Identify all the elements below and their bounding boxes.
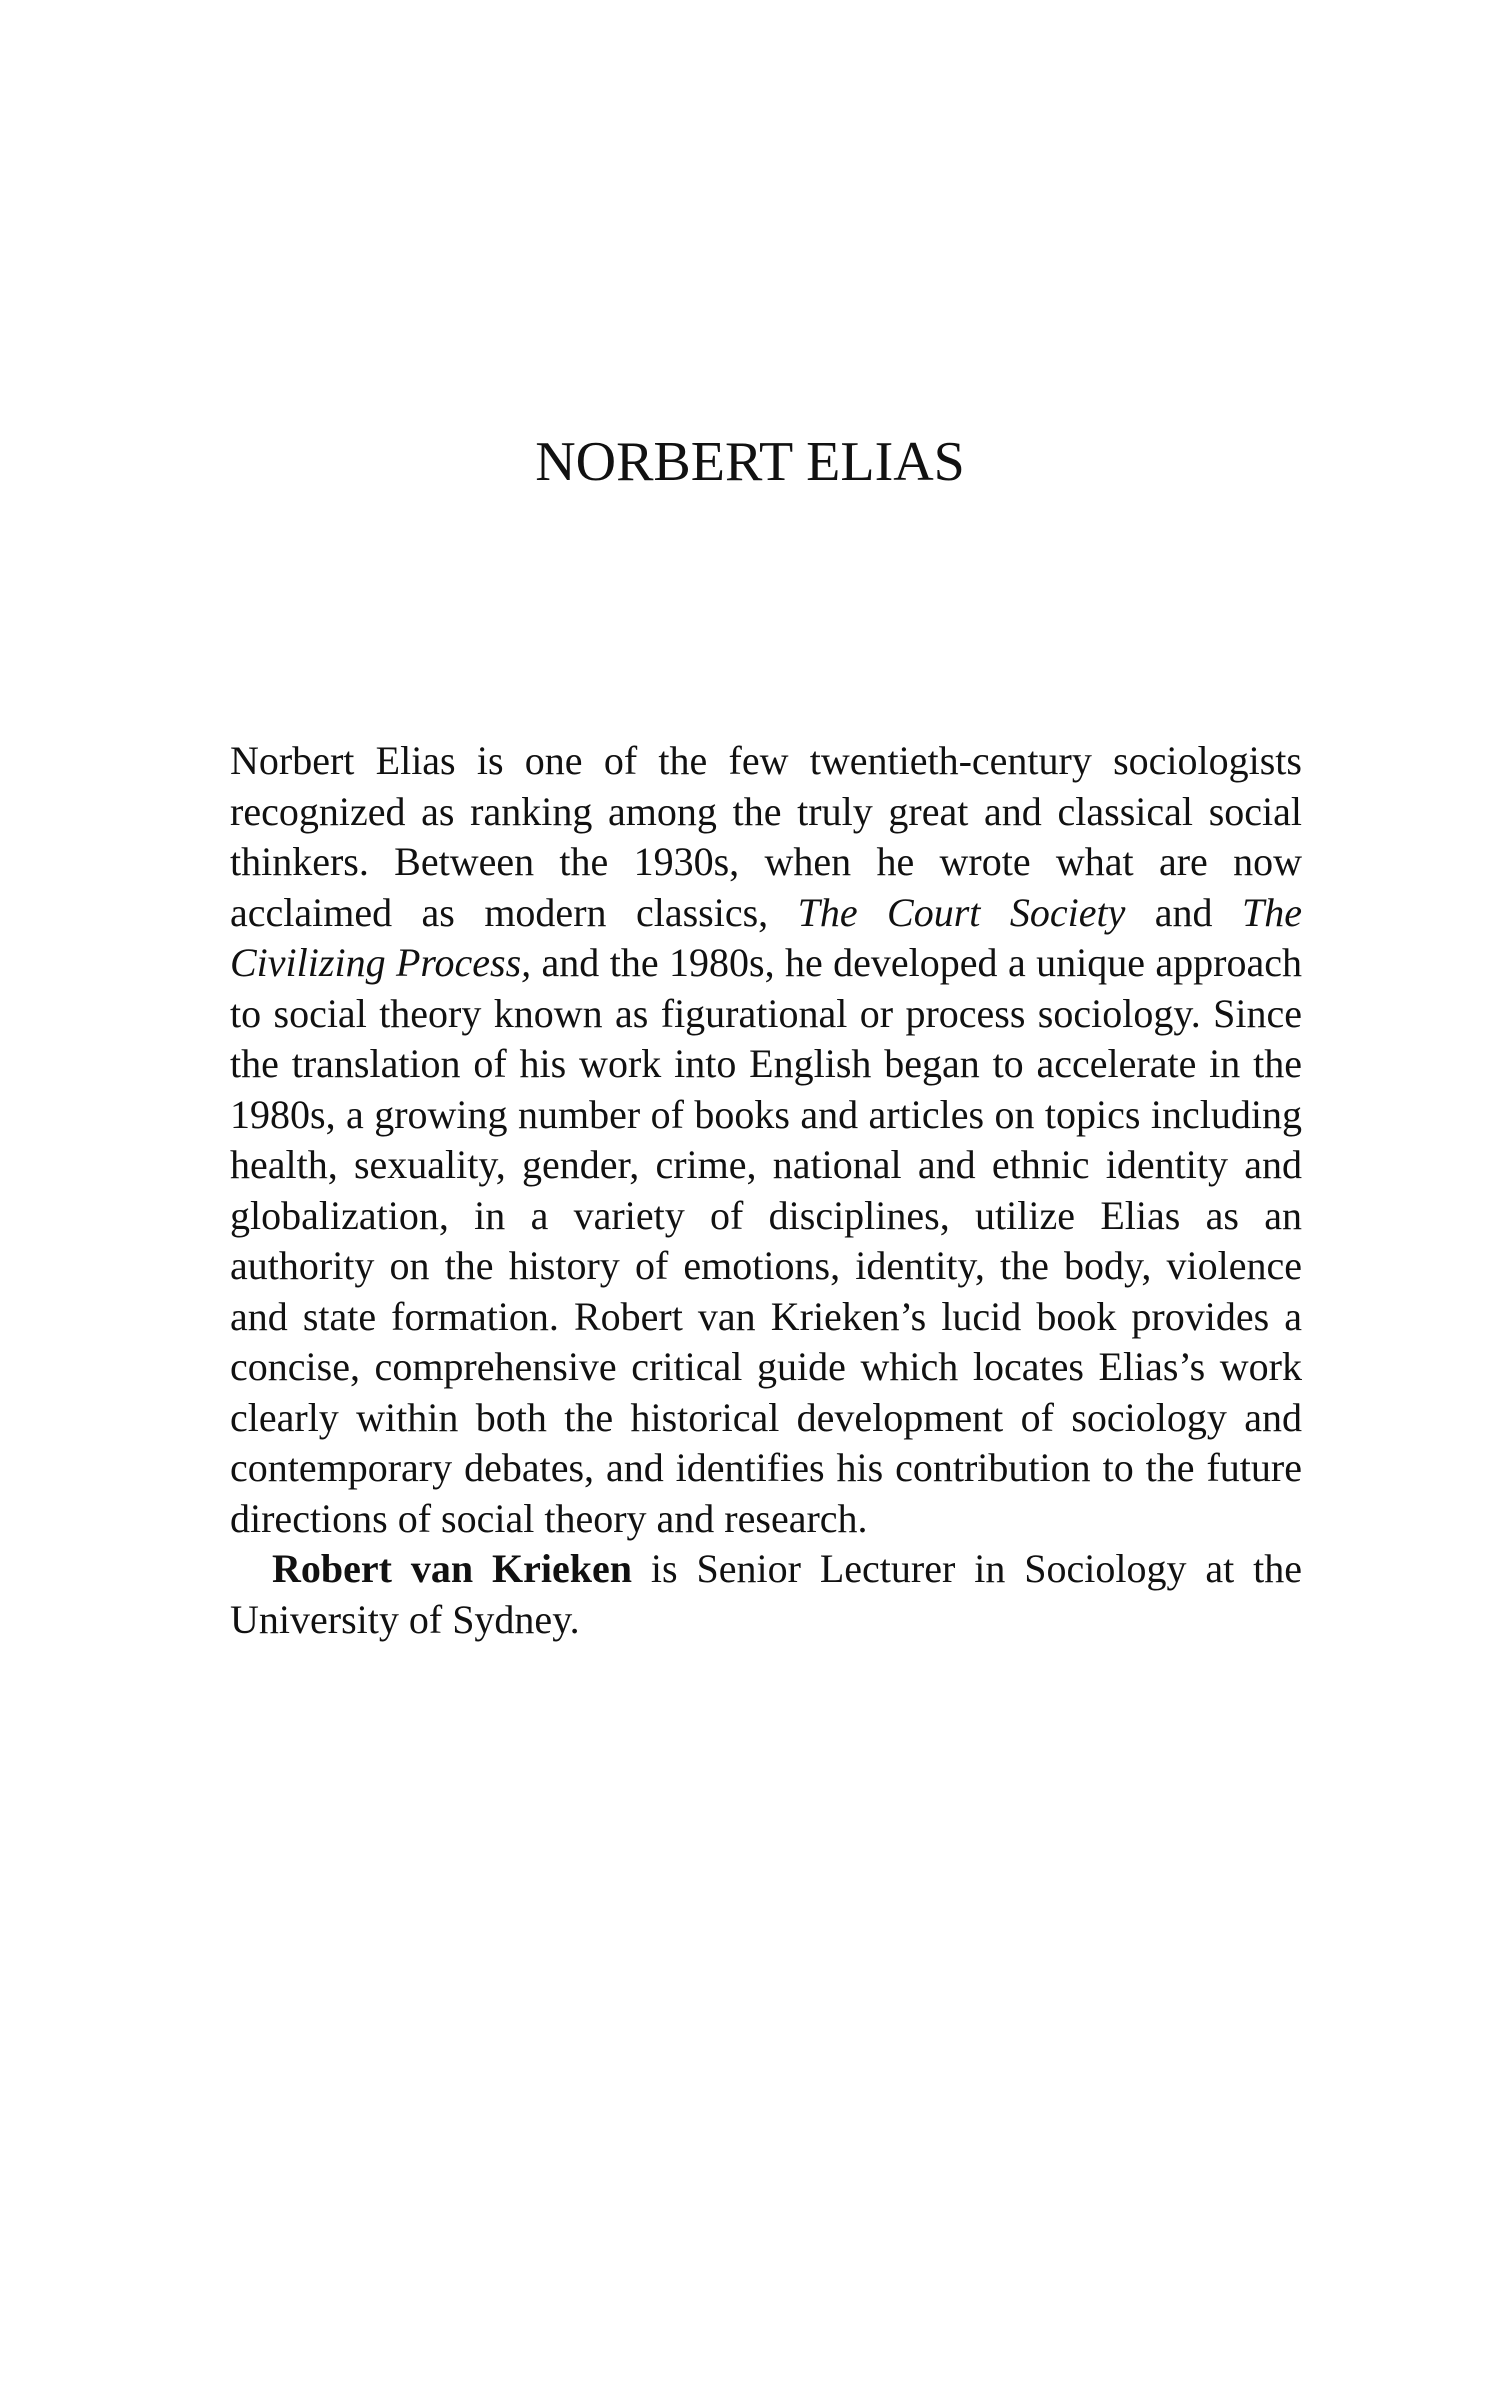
description-text-2: and bbox=[1125, 889, 1242, 935]
author-bio-text: is Senior Lecturer in Sociology at the University of Sydney. bbox=[230, 1546, 1303, 1642]
description-text-3: and the 1980s, he developed a unique approach to social theory known as figurational or process sociology. Since the translation of his work into English began to accelerate in the 1980s, a growing number of books and articles on topics including health, sexuality, gender, crime, national and ethnic identity and globalization, in a variety of disciplines, utilize Elias as an authority on the history of emotions, identity, the body, violence and state formation. Robert van Krieken’s lucid book provides a concise, comprehensive critical guide which locates Elias’s work clearly within both the historical development of sociology and contemporary debates, and identifies his contribution to the future directions of social theory and research. bbox=[230, 940, 1302, 1541]
description-text-1: Norbert Elias is one of the few twentieth-century sociologists recognized as ranking among the truly great and classical social thinkers. Between the 1930s, when he wrote what are now acclaimed as modern classics, bbox=[230, 738, 1302, 935]
author-name: Robert van Krieken bbox=[272, 1546, 633, 1591]
page-title: NORBERT ELIAS bbox=[535, 431, 965, 493]
book-title-court-society: The Court Society bbox=[797, 889, 1126, 935]
book-title-civilizing-process: The Civilizing Process, bbox=[230, 889, 1302, 985]
description-paragraph bbox=[230, 736, 1302, 1544]
author-bio-paragraph bbox=[230, 1544, 1302, 1645]
blurb-body bbox=[230, 736, 1302, 1645]
